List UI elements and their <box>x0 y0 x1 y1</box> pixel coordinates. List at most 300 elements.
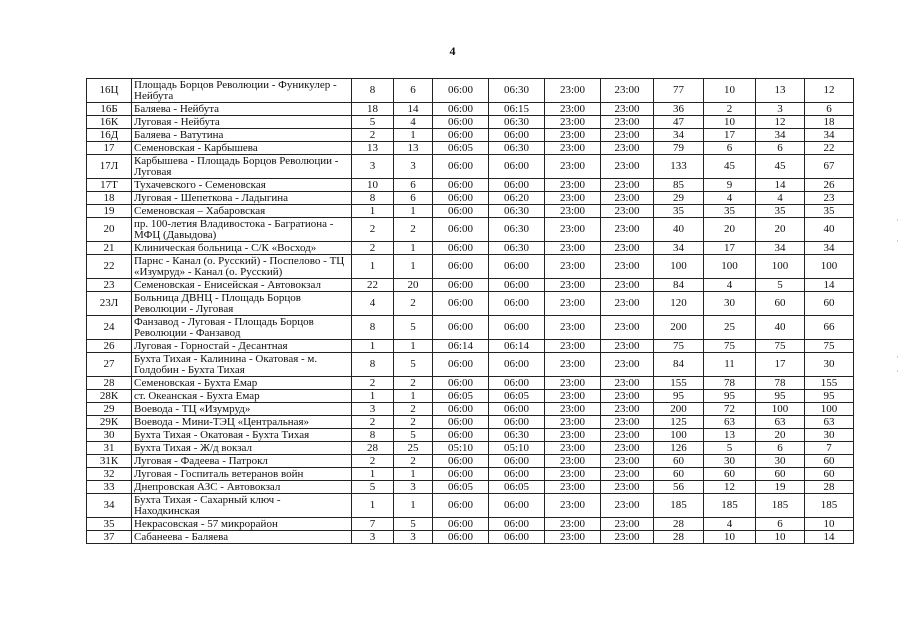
cell-last-departure-start: 23:00 <box>545 494 601 518</box>
cell-buses-min: 6 <box>394 79 433 103</box>
cell-buses-min: 2 <box>394 218 433 242</box>
cell-buses-total: 8 <box>352 79 394 103</box>
cell-first-departure-start: 06:00 <box>433 129 489 142</box>
cell-interval-day: 6 <box>756 142 805 155</box>
cell-first-departure-start: 06:00 <box>433 416 489 429</box>
cell-route-number: 23Л <box>87 292 132 316</box>
cell-route-path: Баляева - Нейбута <box>132 103 352 116</box>
cell-interval-day: 60 <box>756 468 805 481</box>
cell-buses-total: 2 <box>352 416 394 429</box>
cell-first-departure-start: 06:00 <box>433 205 489 218</box>
cell-route-path: ст. Океанская - Бухта Емар <box>132 390 352 403</box>
cell-first-departure-end: 05:10 <box>489 442 545 455</box>
cell-buses-total: 2 <box>352 242 394 255</box>
cell-interval-max: 47 <box>654 116 704 129</box>
cell-first-departure-start: 06:00 <box>433 179 489 192</box>
cell-route-number: 28К <box>87 390 132 403</box>
cell-interval-max: 95 <box>654 390 704 403</box>
cell-interval-max: 84 <box>654 279 704 292</box>
cell-interval-day: 100 <box>756 403 805 416</box>
cell-interval-day: 4 <box>756 192 805 205</box>
cell-last-departure-end: 23:00 <box>601 155 654 179</box>
cell-route-number: 21 <box>87 242 132 255</box>
cell-interval-evening: 6 <box>805 103 854 116</box>
cell-interval-evening: 35 <box>805 205 854 218</box>
cell-interval-day: 19 <box>756 481 805 494</box>
cell-first-departure-start: 06:00 <box>433 429 489 442</box>
cell-interval-evening: 14 <box>805 531 854 544</box>
cell-route-number: 17Л <box>87 155 132 179</box>
cell-first-departure-start: 06:00 <box>433 292 489 316</box>
cell-interval-evening: 7 <box>805 442 854 455</box>
cell-last-departure-end: 23:00 <box>601 255 654 279</box>
cell-last-departure-start: 23:00 <box>545 179 601 192</box>
table-row <box>87 403 854 416</box>
cell-last-departure-end: 23:00 <box>601 116 654 129</box>
cell-route-path: Клиническая больница - С/К «Восход» <box>132 242 352 255</box>
cell-interval-evening: 60 <box>805 468 854 481</box>
cell-interval-evening: 22 <box>805 142 854 155</box>
cell-interval-day: 5 <box>756 279 805 292</box>
cell-interval-evening: 63 <box>805 416 854 429</box>
route-schedule-table <box>86 78 854 544</box>
cell-interval-day: 17 <box>756 353 805 377</box>
scan-artifact: · <box>896 215 899 225</box>
cell-interval-max: 79 <box>654 142 704 155</box>
cell-first-departure-end: 06:30 <box>489 142 545 155</box>
cell-interval-peak: 17 <box>704 129 756 142</box>
cell-route-number: 37 <box>87 531 132 544</box>
cell-interval-day: 20 <box>756 429 805 442</box>
cell-route-path: Бухта Тихая - Ж/д вокзал <box>132 442 352 455</box>
cell-buses-total: 18 <box>352 103 394 116</box>
cell-first-departure-end: 06:30 <box>489 116 545 129</box>
cell-interval-max: 155 <box>654 377 704 390</box>
cell-buses-min: 2 <box>394 292 433 316</box>
cell-route-path: Воевода - ТЦ «Изумруд» <box>132 403 352 416</box>
cell-interval-max: 77 <box>654 79 704 103</box>
cell-first-departure-end: 06:30 <box>489 79 545 103</box>
cell-buses-total: 8 <box>352 192 394 205</box>
cell-interval-day: 14 <box>756 179 805 192</box>
cell-last-departure-end: 23:00 <box>601 79 654 103</box>
table-row <box>87 416 854 429</box>
cell-interval-day: 35 <box>756 205 805 218</box>
cell-last-departure-start: 23:00 <box>545 129 601 142</box>
cell-interval-max: 200 <box>654 403 704 416</box>
cell-buses-total: 8 <box>352 316 394 340</box>
cell-last-departure-start: 23:00 <box>545 116 601 129</box>
cell-first-departure-end: 06:00 <box>489 531 545 544</box>
cell-interval-peak: 11 <box>704 353 756 377</box>
cell-interval-max: 60 <box>654 455 704 468</box>
cell-buses-total: 3 <box>352 155 394 179</box>
cell-last-departure-end: 23:00 <box>601 377 654 390</box>
cell-last-departure-end: 23:00 <box>601 455 654 468</box>
cell-last-departure-start: 23:00 <box>545 218 601 242</box>
table-row <box>87 442 854 455</box>
cell-buses-min: 5 <box>394 518 433 531</box>
cell-interval-day: 30 <box>756 455 805 468</box>
cell-first-departure-end: 06:15 <box>489 103 545 116</box>
cell-last-departure-end: 23:00 <box>601 353 654 377</box>
cell-interval-evening: 30 <box>805 353 854 377</box>
cell-first-departure-end: 06:05 <box>489 481 545 494</box>
cell-buses-min: 2 <box>394 403 433 416</box>
cell-route-number: 28 <box>87 377 132 390</box>
cell-buses-total: 8 <box>352 353 394 377</box>
cell-first-departure-end: 06:00 <box>489 468 545 481</box>
cell-interval-peak: 10 <box>704 531 756 544</box>
cell-interval-max: 56 <box>654 481 704 494</box>
cell-route-path: Парнс - Канал (о. Русский) - Поспелово - ТЦ «Изумруд» - Канал (о. Русский) <box>132 255 352 279</box>
cell-first-departure-end: 06:00 <box>489 155 545 179</box>
cell-last-departure-end: 23:00 <box>601 442 654 455</box>
cell-last-departure-start: 23:00 <box>545 377 601 390</box>
table-row <box>87 518 854 531</box>
cell-last-departure-start: 23:00 <box>545 142 601 155</box>
scan-artifact: · <box>896 236 899 246</box>
cell-buses-total: 2 <box>352 218 394 242</box>
cell-interval-max: 85 <box>654 179 704 192</box>
cell-route-number: 19 <box>87 205 132 218</box>
cell-first-departure-start: 06:00 <box>433 242 489 255</box>
cell-last-departure-end: 23:00 <box>601 192 654 205</box>
cell-first-departure-end: 06:00 <box>489 403 545 416</box>
cell-interval-peak: 63 <box>704 416 756 429</box>
cell-interval-max: 36 <box>654 103 704 116</box>
cell-route-number: 29К <box>87 416 132 429</box>
cell-buses-min: 13 <box>394 142 433 155</box>
cell-last-departure-end: 23:00 <box>601 468 654 481</box>
cell-buses-min: 3 <box>394 531 433 544</box>
table-row <box>87 316 854 340</box>
cell-interval-day: 34 <box>756 242 805 255</box>
cell-interval-day: 60 <box>756 292 805 316</box>
cell-last-departure-start: 23:00 <box>545 353 601 377</box>
cell-interval-evening: 14 <box>805 279 854 292</box>
cell-interval-peak: 4 <box>704 279 756 292</box>
table-row <box>87 292 854 316</box>
cell-interval-max: 35 <box>654 205 704 218</box>
cell-buses-min: 3 <box>394 155 433 179</box>
table-row <box>87 155 854 179</box>
cell-last-departure-end: 23:00 <box>601 481 654 494</box>
cell-first-departure-end: 06:14 <box>489 340 545 353</box>
cell-first-departure-start: 06:00 <box>433 518 489 531</box>
cell-first-departure-end: 06:00 <box>489 292 545 316</box>
cell-first-departure-end: 06:00 <box>489 279 545 292</box>
cell-interval-evening: 28 <box>805 481 854 494</box>
table-row <box>87 531 854 544</box>
cell-buses-min: 1 <box>394 390 433 403</box>
cell-route-number: 17 <box>87 142 132 155</box>
cell-last-departure-end: 23:00 <box>601 292 654 316</box>
cell-first-departure-end: 06:00 <box>489 494 545 518</box>
cell-first-departure-end: 06:30 <box>489 242 545 255</box>
cell-buses-min: 2 <box>394 377 433 390</box>
cell-last-departure-start: 23:00 <box>545 279 601 292</box>
cell-last-departure-start: 23:00 <box>545 481 601 494</box>
cell-buses-total: 2 <box>352 377 394 390</box>
cell-first-departure-start: 06:00 <box>433 353 489 377</box>
cell-buses-total: 1 <box>352 390 394 403</box>
cell-interval-peak: 185 <box>704 494 756 518</box>
cell-last-departure-end: 23:00 <box>601 518 654 531</box>
cell-interval-day: 10 <box>756 531 805 544</box>
cell-buses-total: 1 <box>352 255 394 279</box>
cell-route-path: Луговая - Госпиталь ветеранов войн <box>132 468 352 481</box>
cell-interval-max: 40 <box>654 218 704 242</box>
cell-first-departure-start: 06:00 <box>433 192 489 205</box>
cell-last-departure-start: 23:00 <box>545 429 601 442</box>
cell-last-departure-end: 23:00 <box>601 242 654 255</box>
cell-route-path: Сабанеева - Баляева <box>132 531 352 544</box>
schedule-table-container <box>86 78 854 544</box>
cell-last-departure-start: 23:00 <box>545 79 601 103</box>
cell-route-path: Фанзавод - Луговая - Площадь Борцов Революции - Фанзавод <box>132 316 352 340</box>
cell-buses-total: 1 <box>352 494 394 518</box>
cell-interval-peak: 25 <box>704 316 756 340</box>
cell-buses-total: 3 <box>352 403 394 416</box>
cell-last-departure-end: 23:00 <box>601 218 654 242</box>
cell-last-departure-start: 23:00 <box>545 518 601 531</box>
cell-interval-day: 100 <box>756 255 805 279</box>
cell-first-departure-end: 06:00 <box>489 129 545 142</box>
cell-last-departure-end: 23:00 <box>601 279 654 292</box>
table-row <box>87 205 854 218</box>
cell-interval-day: 3 <box>756 103 805 116</box>
cell-first-departure-start: 06:05 <box>433 142 489 155</box>
cell-interval-peak: 95 <box>704 390 756 403</box>
cell-last-departure-start: 23:00 <box>545 442 601 455</box>
cell-route-number: 30 <box>87 429 132 442</box>
cell-route-path: пр. 100-летия Владивостока - Багратиона - МФЦ (Давыдова) <box>132 218 352 242</box>
cell-route-number: 24 <box>87 316 132 340</box>
cell-route-path: Луговая - Нейбута <box>132 116 352 129</box>
cell-interval-max: 200 <box>654 316 704 340</box>
cell-interval-max: 133 <box>654 155 704 179</box>
cell-last-departure-start: 23:00 <box>545 403 601 416</box>
cell-interval-max: 126 <box>654 442 704 455</box>
cell-interval-max: 34 <box>654 242 704 255</box>
cell-interval-peak: 9 <box>704 179 756 192</box>
cell-buses-total: 1 <box>352 468 394 481</box>
table-row <box>87 242 854 255</box>
cell-first-departure-end: 06:00 <box>489 255 545 279</box>
cell-interval-max: 75 <box>654 340 704 353</box>
cell-buses-total: 1 <box>352 205 394 218</box>
cell-interval-day: 34 <box>756 129 805 142</box>
schedule-table-body <box>87 79 854 544</box>
cell-route-path: Некрасовская - 57 микрорайон <box>132 518 352 531</box>
cell-route-number: 33 <box>87 481 132 494</box>
cell-first-departure-start: 06:00 <box>433 316 489 340</box>
cell-interval-day: 75 <box>756 340 805 353</box>
cell-buses-min: 5 <box>394 353 433 377</box>
table-row <box>87 116 854 129</box>
cell-interval-evening: 75 <box>805 340 854 353</box>
cell-interval-max: 28 <box>654 518 704 531</box>
cell-route-path: Тухачевского - Семеновская <box>132 179 352 192</box>
table-row <box>87 340 854 353</box>
cell-interval-max: 29 <box>654 192 704 205</box>
cell-route-path: Бухта Тихая - Калинина - Окатовая - м. Голдобин - Бухта Тихая <box>132 353 352 377</box>
cell-interval-day: 185 <box>756 494 805 518</box>
cell-first-departure-start: 06:00 <box>433 403 489 416</box>
cell-route-path: Луговая - Шепеткова - Ладыгина <box>132 192 352 205</box>
cell-first-departure-end: 06:00 <box>489 353 545 377</box>
cell-route-number: 34 <box>87 494 132 518</box>
cell-interval-max: 125 <box>654 416 704 429</box>
cell-route-path: Днепровская АЗС - Автовокзал <box>132 481 352 494</box>
cell-buses-total: 4 <box>352 292 394 316</box>
cell-buses-total: 5 <box>352 481 394 494</box>
cell-interval-day: 95 <box>756 390 805 403</box>
table-row <box>87 179 854 192</box>
cell-route-number: 18 <box>87 192 132 205</box>
cell-last-departure-start: 23:00 <box>545 531 601 544</box>
cell-interval-peak: 60 <box>704 468 756 481</box>
cell-interval-peak: 10 <box>704 79 756 103</box>
scan-artifact: · <box>896 352 899 362</box>
cell-buses-total: 2 <box>352 129 394 142</box>
cell-last-departure-end: 23:00 <box>601 179 654 192</box>
cell-buses-min: 25 <box>394 442 433 455</box>
cell-first-departure-start: 06:00 <box>433 531 489 544</box>
cell-last-departure-end: 23:00 <box>601 390 654 403</box>
cell-first-departure-end: 06:00 <box>489 179 545 192</box>
table-row <box>87 353 854 377</box>
cell-interval-peak: 4 <box>704 192 756 205</box>
cell-buses-min: 1 <box>394 468 433 481</box>
cell-route-path: Луговая - Фадеева - Патрокл <box>132 455 352 468</box>
cell-buses-total: 7 <box>352 518 394 531</box>
cell-interval-evening: 18 <box>805 116 854 129</box>
cell-buses-min: 2 <box>394 455 433 468</box>
cell-interval-day: 6 <box>756 442 805 455</box>
cell-interval-peak: 12 <box>704 481 756 494</box>
cell-interval-evening: 60 <box>805 292 854 316</box>
cell-interval-evening: 34 <box>805 129 854 142</box>
cell-last-departure-start: 23:00 <box>545 103 601 116</box>
cell-route-number: 16Ц <box>87 79 132 103</box>
cell-buses-min: 6 <box>394 192 433 205</box>
cell-last-departure-start: 23:00 <box>545 255 601 279</box>
cell-last-departure-start: 23:00 <box>545 455 601 468</box>
cell-buses-total: 3 <box>352 531 394 544</box>
cell-interval-day: 12 <box>756 116 805 129</box>
scan-artifact: · <box>896 366 899 376</box>
cell-route-path: Площадь Борцов Революции - Фуникулер - Нейбута <box>132 79 352 103</box>
cell-first-departure-end: 06:30 <box>489 205 545 218</box>
cell-buses-min: 1 <box>394 340 433 353</box>
cell-buses-min: 3 <box>394 481 433 494</box>
cell-buses-total: 1 <box>352 340 394 353</box>
cell-route-number: 31 <box>87 442 132 455</box>
cell-route-number: 35 <box>87 518 132 531</box>
cell-interval-max: 84 <box>654 353 704 377</box>
cell-interval-evening: 23 <box>805 192 854 205</box>
cell-interval-peak: 78 <box>704 377 756 390</box>
cell-interval-day: 78 <box>756 377 805 390</box>
cell-first-departure-start: 06:00 <box>433 494 489 518</box>
cell-last-departure-end: 23:00 <box>601 429 654 442</box>
table-row <box>87 390 854 403</box>
cell-buses-min: 1 <box>394 242 433 255</box>
cell-first-departure-start: 06:00 <box>433 116 489 129</box>
cell-interval-peak: 6 <box>704 142 756 155</box>
cell-first-departure-start: 06:05 <box>433 390 489 403</box>
table-row <box>87 481 854 494</box>
cell-first-departure-start: 06:00 <box>433 455 489 468</box>
cell-interval-day: 40 <box>756 316 805 340</box>
cell-route-path: Луговая - Горностай - Десантная <box>132 340 352 353</box>
cell-interval-peak: 30 <box>704 292 756 316</box>
cell-first-departure-end: 06:05 <box>489 390 545 403</box>
cell-buses-total: 8 <box>352 429 394 442</box>
cell-last-departure-end: 23:00 <box>601 316 654 340</box>
cell-route-number: 16К <box>87 116 132 129</box>
cell-interval-peak: 10 <box>704 116 756 129</box>
cell-interval-evening: 12 <box>805 79 854 103</box>
cell-last-departure-end: 23:00 <box>601 416 654 429</box>
cell-interval-evening: 40 <box>805 218 854 242</box>
cell-buses-total: 5 <box>352 116 394 129</box>
cell-route-number: 16Б <box>87 103 132 116</box>
cell-last-departure-end: 23:00 <box>601 531 654 544</box>
cell-buses-min: 5 <box>394 429 433 442</box>
cell-route-number: 29 <box>87 403 132 416</box>
cell-interval-peak: 5 <box>704 442 756 455</box>
cell-route-path: Бухта Тихая - Сахарный ключ - Находкинская <box>132 494 352 518</box>
table-row <box>87 103 854 116</box>
cell-first-departure-end: 06:00 <box>489 316 545 340</box>
cell-last-departure-end: 23:00 <box>601 103 654 116</box>
cell-interval-day: 45 <box>756 155 805 179</box>
cell-last-departure-start: 23:00 <box>545 390 601 403</box>
cell-first-departure-start: 06:00 <box>433 279 489 292</box>
cell-first-departure-start: 06:14 <box>433 340 489 353</box>
cell-buses-total: 13 <box>352 142 394 155</box>
table-row <box>87 468 854 481</box>
cell-buses-total: 2 <box>352 455 394 468</box>
cell-route-path: Воевода - Мини-ТЭЦ «Центральная» <box>132 416 352 429</box>
cell-interval-peak: 20 <box>704 218 756 242</box>
cell-buses-min: 2 <box>394 416 433 429</box>
cell-interval-evening: 30 <box>805 429 854 442</box>
cell-route-path: Больница ДВНЦ - Площадь Борцов Революции - Луговая <box>132 292 352 316</box>
cell-first-departure-end: 06:00 <box>489 377 545 390</box>
cell-interval-max: 185 <box>654 494 704 518</box>
cell-interval-evening: 155 <box>805 377 854 390</box>
cell-route-number: 32 <box>87 468 132 481</box>
cell-interval-day: 6 <box>756 518 805 531</box>
cell-first-departure-start: 06:00 <box>433 218 489 242</box>
cell-interval-max: 34 <box>654 129 704 142</box>
cell-buses-min: 14 <box>394 103 433 116</box>
cell-route-path: Бухта Тихая - Окатовая - Бухта Тихая <box>132 429 352 442</box>
cell-interval-max: 28 <box>654 531 704 544</box>
cell-last-departure-start: 23:00 <box>545 292 601 316</box>
cell-first-departure-end: 06:00 <box>489 416 545 429</box>
page-number: 4 <box>449 44 456 58</box>
cell-route-number: 31К <box>87 455 132 468</box>
cell-route-number: 20 <box>87 218 132 242</box>
cell-route-number: 23 <box>87 279 132 292</box>
cell-interval-max: 100 <box>654 255 704 279</box>
cell-interval-peak: 45 <box>704 155 756 179</box>
